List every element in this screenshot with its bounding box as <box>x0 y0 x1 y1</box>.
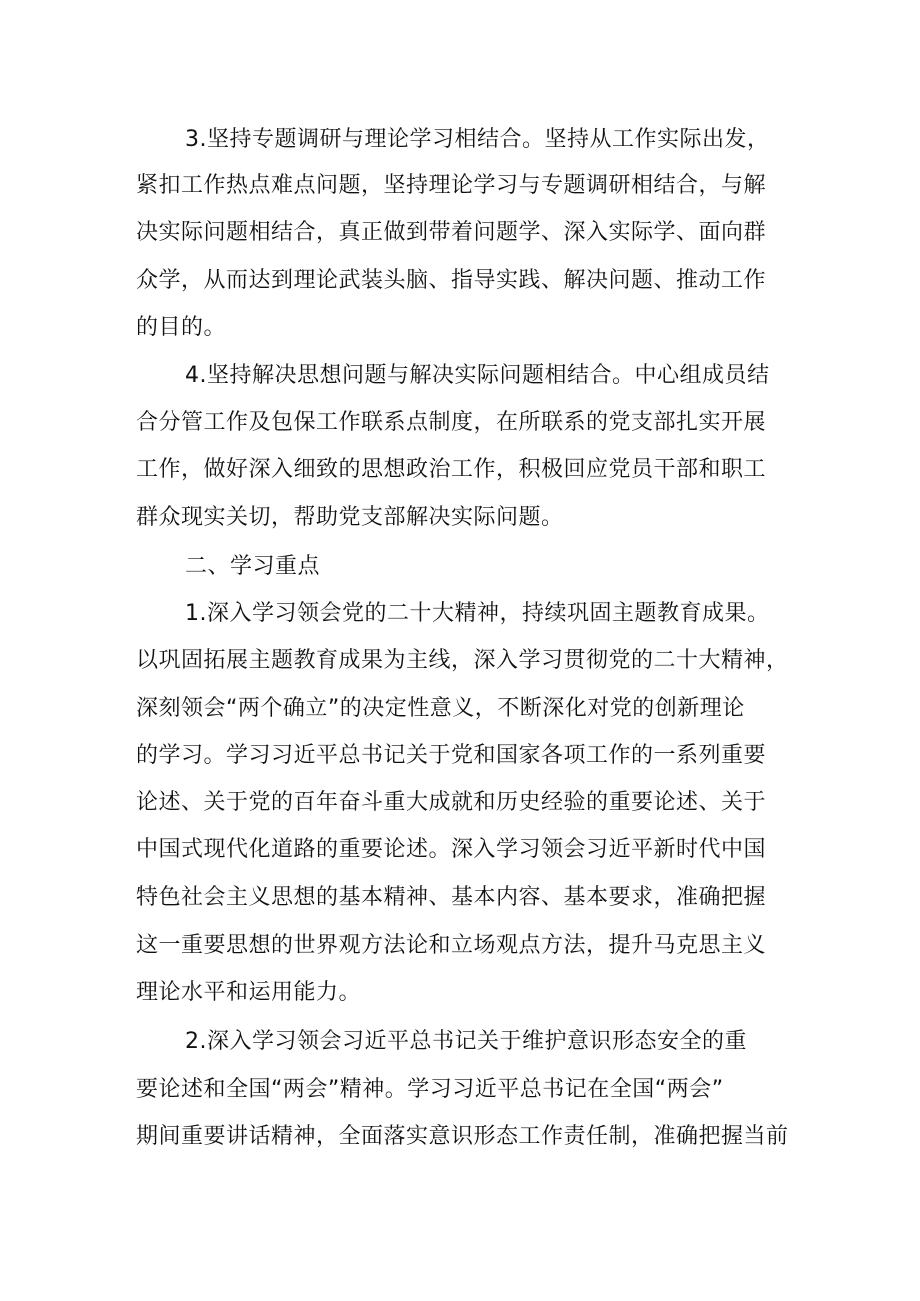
paragraph-line: 的学习。学习习近平总书记关于党和国家各项工作的一系列重要 <box>136 743 767 768</box>
paragraph-line: 2.深入学习领会习近平总书记关于维护意识形态安全的重 <box>185 1029 747 1054</box>
paragraph-line: 的目的。 <box>136 315 227 340</box>
paragraph-line: 期间重要讲话精神，全面落实意识形态工作责任制，准确把握当前 <box>136 1124 789 1149</box>
paragraph-line: 以巩固拓展主题教育成果为主线，深入学习贯彻党的二十大精神， <box>136 648 789 673</box>
paragraph-line: 紧扣工作热点难点问题，坚持理论学习与专题调研相结合，与解 <box>136 173 767 198</box>
paragraph-line: 深刻领会“两个确立”的决定性意义，不断深化对党的创新理论 <box>136 696 745 721</box>
paragraph-line: 4.坚持解决思想问题与解决实际问题相结合。中心组成员结 <box>185 363 770 388</box>
paragraph-line: 合分管工作及包保工作联系点制度，在所联系的党支部扎实开展 <box>136 410 767 435</box>
paragraph-line: 1.深入学习领会党的二十大精神，持续巩固主题教育成果。 <box>185 601 770 626</box>
paragraph-line: 3.坚持专题调研与理论学习相结合。坚持从工作实际出发， <box>185 127 770 152</box>
paragraph-line: 要论述和全国“两会”精神。学习习近平总书记在全国“两会” <box>136 1077 724 1102</box>
paragraph-line: 理论水平和运用能力。 <box>136 980 362 1005</box>
paragraph-line: 工作，做好深入细致的思想政治工作，积极回应党员干部和职工 <box>136 457 767 482</box>
paragraph-line: 中国式现代化道路的重要论述。深入学习领会习近平新时代中国 <box>136 837 767 862</box>
paragraph-line: 特色社会主义思想的基本精神、基本内容、基本要求，准确把握 <box>136 885 767 910</box>
section-heading: 二、学习重点 <box>185 554 321 579</box>
paragraph-line: 决实际问题相结合，真正做到带着问题学、深入实际学、面向群 <box>136 220 767 245</box>
paragraph-line: 群众现实关切，帮助党支部解决实际问题。 <box>136 505 564 530</box>
paragraph-line: 论述、关于党的百年奋斗重大成就和历史经验的重要论述、关于 <box>136 790 767 815</box>
paragraph-line: 众学，从而达到理论武装头脑、指导实践、解决问题、推动工作 <box>136 268 767 293</box>
paragraph-line: 这一重要思想的世界观方法论和立场观点方法，提升马克思主义 <box>136 933 767 958</box>
